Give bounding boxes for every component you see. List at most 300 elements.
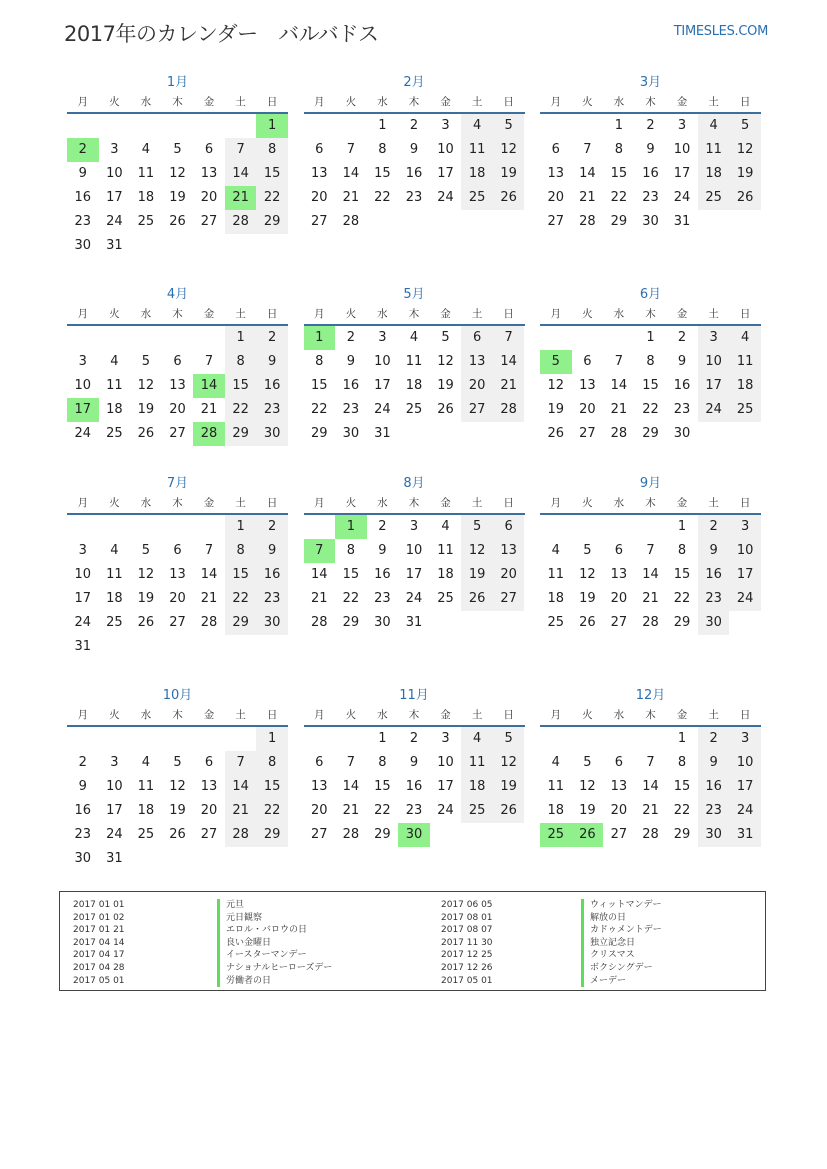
day-cell: 7 — [204, 543, 214, 558]
empty-cell — [99, 515, 131, 539]
day-cell: 25 — [461, 799, 493, 823]
day-cell: 11 — [729, 350, 761, 374]
day-cell: 14 — [200, 567, 218, 582]
day-cell: 28 — [193, 422, 225, 446]
day-cell: 9 — [409, 142, 419, 157]
weekday-label: 金 — [203, 308, 215, 320]
day-cell: 4 — [729, 326, 761, 350]
weekday-header — [304, 493, 525, 515]
day-cell: 27 — [200, 214, 218, 229]
weekday-label: 金 — [203, 709, 215, 721]
day-cell: 5 — [141, 543, 151, 558]
empty-cell — [572, 727, 604, 751]
weekday-label: 月 — [550, 709, 562, 721]
empty-cell — [130, 847, 162, 871]
holiday-date: 2017 11 30 — [441, 937, 493, 948]
day-cell: 17 — [437, 779, 454, 794]
holiday-date: 2017 12 25 — [441, 950, 493, 961]
day-cell: 14 — [311, 567, 328, 582]
holiday-date: 2017 04 14 — [73, 937, 125, 948]
month-block — [304, 475, 525, 659]
day-cell: 25 — [106, 615, 123, 630]
empty-cell — [398, 422, 430, 446]
day-cell: 25 — [405, 402, 423, 417]
day-cell: 25 — [547, 615, 565, 630]
weekday-label: 木 — [408, 497, 420, 509]
day-cell: 1 — [614, 118, 624, 133]
week-row — [67, 398, 288, 422]
day-cell: 9 — [409, 755, 419, 770]
empty-cell — [130, 635, 162, 659]
weekday-label: 日 — [266, 709, 278, 721]
day-cell: 6 — [461, 326, 493, 350]
weekday-label: 金 — [676, 308, 688, 320]
day-cell: 19 — [547, 402, 565, 417]
day-cell: 16 — [342, 378, 360, 393]
day-cell: 20 — [610, 591, 628, 606]
day-cell: 1 — [677, 731, 687, 746]
week-row — [67, 727, 288, 751]
week-row — [540, 350, 761, 374]
day-cell: 7 — [204, 354, 214, 369]
empty-cell — [193, 234, 225, 258]
holiday-date: 2017 05 01 — [73, 975, 125, 986]
weekday-label: 月 — [77, 308, 89, 320]
empty-cell — [461, 422, 493, 446]
empty-cell — [225, 847, 257, 871]
day-cell: 16 — [642, 166, 659, 181]
day-cell: 10 — [729, 539, 761, 563]
empty-cell — [67, 114, 99, 138]
day-cell: 5 — [173, 755, 182, 770]
day-cell: 28 — [642, 827, 659, 842]
day-cell: 29 — [374, 827, 391, 842]
day-cell: 25 — [137, 827, 155, 842]
empty-cell — [304, 114, 336, 138]
month-block — [304, 74, 525, 258]
weekday-label: 土 — [708, 709, 719, 721]
weekday-label: 水 — [377, 308, 388, 320]
month-name: 10月 — [162, 688, 193, 703]
week-row — [304, 326, 525, 350]
month-block — [67, 74, 288, 258]
day-cell: 9 — [256, 350, 288, 374]
day-cell: 31 — [673, 214, 691, 229]
day-cell: 19 — [169, 190, 186, 205]
empty-cell — [130, 326, 162, 350]
day-cell: 3 — [698, 326, 730, 350]
day-cell: 22 — [256, 799, 288, 823]
week-row — [540, 374, 761, 398]
week-row — [304, 398, 525, 422]
day-cell: 18 — [729, 374, 761, 398]
day-cell: 3 — [409, 519, 419, 534]
weekday-label: 月 — [550, 96, 562, 108]
day-cell: 19 — [493, 162, 525, 186]
day-cell: 24 — [437, 803, 454, 818]
holiday-name: イースターマンデー — [217, 949, 332, 962]
holiday-date: 2017 01 21 — [73, 925, 125, 936]
month-name: 5月 — [403, 287, 425, 302]
week-row — [304, 162, 525, 186]
weekday-label: 木 — [645, 308, 656, 320]
day-cell: 19 — [437, 378, 454, 393]
day-cell: 12 — [547, 378, 565, 393]
day-cell: 17 — [106, 190, 123, 205]
day-cell: 14 — [579, 166, 596, 181]
weekday-label: 金 — [676, 96, 688, 108]
day-cell: 4 — [698, 114, 730, 138]
empty-cell — [130, 727, 162, 751]
day-cell: 24 — [729, 799, 761, 823]
day-cell: 5 — [540, 350, 572, 374]
day-cell: 11 — [137, 166, 155, 181]
empty-cell — [130, 234, 162, 258]
week-row — [67, 234, 288, 258]
day-cell: 22 — [225, 398, 257, 422]
day-cell: 22 — [225, 587, 257, 611]
weekday-label: 月 — [550, 308, 562, 320]
holiday-name: 元日観察 — [217, 912, 332, 925]
empty-cell — [193, 727, 225, 751]
weekday-label: 金 — [440, 308, 451, 320]
month-name: 8月 — [403, 476, 425, 491]
day-cell: 15 — [673, 779, 691, 794]
week-row — [304, 138, 525, 162]
day-cell: 11 — [698, 138, 730, 162]
empty-cell — [193, 847, 225, 871]
month-name: 6月 — [639, 287, 662, 302]
day-cell: 16 — [405, 779, 423, 794]
day-cell: 12 — [729, 138, 761, 162]
day-cell: 6 — [173, 543, 182, 558]
day-cell: 6 — [173, 354, 182, 369]
weekday-label: 土 — [235, 497, 246, 509]
day-cell: 7 — [304, 539, 336, 563]
day-cell: 10 — [374, 354, 391, 369]
weekday-label: 金 — [440, 96, 451, 108]
day-cell: 17 — [729, 563, 761, 587]
empty-cell — [635, 727, 667, 751]
week-row — [67, 326, 288, 350]
week-row — [67, 635, 288, 659]
day-cell: 9 — [646, 142, 655, 157]
week-row — [304, 539, 525, 563]
day-cell: 2 — [698, 515, 730, 539]
week-row — [540, 210, 761, 234]
day-cell: 29 — [342, 615, 360, 630]
day-cell: 8 — [256, 751, 288, 775]
empty-cell — [162, 635, 194, 659]
day-cell: 13 — [169, 378, 186, 393]
day-cell: 12 — [169, 166, 186, 181]
day-cell: 15 — [225, 563, 257, 587]
day-cell: 5 — [583, 755, 592, 770]
holiday-legend — [59, 891, 766, 991]
day-cell: 5 — [441, 330, 450, 345]
weekday-label: 水 — [140, 308, 152, 320]
empty-cell — [729, 210, 761, 234]
day-cell: 2 — [698, 727, 730, 751]
holiday-name: ナショナルヒーローズデー — [217, 962, 332, 975]
week-row — [540, 611, 761, 635]
empty-cell — [225, 635, 257, 659]
weekday-label: 火 — [109, 308, 120, 320]
empty-cell — [635, 515, 667, 539]
day-cell: 24 — [74, 426, 92, 441]
week-row — [304, 823, 525, 847]
day-cell: 30 — [256, 611, 288, 635]
weekday-label: 金 — [203, 96, 215, 108]
day-cell: 14 — [342, 779, 360, 794]
day-cell: 18 — [698, 162, 730, 186]
day-cell: 15 — [374, 166, 391, 181]
holiday-date: 2017 01 02 — [73, 912, 125, 923]
day-cell: 5 — [493, 114, 525, 138]
day-cell: 30 — [74, 238, 92, 253]
day-cell: 16 — [698, 775, 730, 799]
day-cell: 18 — [461, 775, 493, 799]
empty-cell — [540, 515, 572, 539]
week-row — [540, 799, 761, 823]
empty-cell — [572, 515, 604, 539]
day-cell: 22 — [610, 190, 628, 205]
day-cell: 28 — [311, 615, 328, 630]
day-cell: 28 — [342, 827, 360, 842]
day-cell: 8 — [315, 354, 324, 369]
weekday-label: 木 — [645, 497, 656, 509]
day-cell: 6 — [614, 755, 624, 770]
day-cell: 12 — [437, 354, 454, 369]
day-cell: 1 — [335, 515, 367, 539]
holiday-name: メーデー — [581, 975, 662, 988]
weekday-label: 水 — [377, 96, 388, 108]
day-cell: 22 — [374, 803, 391, 818]
weekday-label: 金 — [440, 709, 451, 721]
week-row — [540, 587, 761, 611]
day-cell: 18 — [137, 190, 155, 205]
day-cell: 15 — [374, 779, 391, 794]
week-row — [304, 186, 525, 210]
empty-cell — [398, 210, 430, 234]
day-cell: 20 — [493, 563, 525, 587]
weekday-header — [304, 705, 525, 727]
weekday-label: 木 — [408, 709, 420, 721]
day-cell: 1 — [304, 326, 336, 350]
day-cell: 30 — [698, 611, 730, 635]
day-cell: 17 — [374, 378, 391, 393]
day-cell: 14 — [493, 350, 525, 374]
weekday-label: 金 — [676, 497, 688, 509]
day-cell: 24 — [437, 190, 454, 205]
day-cell: 30 — [398, 823, 430, 847]
empty-cell — [162, 326, 194, 350]
day-cell: 4 — [441, 519, 450, 534]
week-row — [540, 326, 761, 350]
day-cell: 29 — [642, 426, 659, 441]
weekday-label: 土 — [708, 96, 719, 108]
day-cell: 6 — [583, 354, 592, 369]
empty-cell — [603, 727, 635, 751]
day-cell: 26 — [437, 402, 454, 417]
day-cell: 18 — [547, 803, 565, 818]
day-cell: 30 — [673, 426, 691, 441]
holiday-date: 2017 04 28 — [73, 962, 125, 973]
weekday-label: 土 — [235, 96, 246, 108]
day-cell: 28 — [579, 214, 596, 229]
weekday-header — [540, 92, 761, 114]
day-cell: 20 — [169, 402, 186, 417]
day-cell: 15 — [256, 775, 288, 799]
day-cell: 16 — [698, 563, 730, 587]
legend-right-dates — [441, 899, 493, 987]
day-cell: 27 — [610, 615, 628, 630]
day-cell: 9 — [698, 539, 730, 563]
day-cell: 4 — [461, 114, 493, 138]
day-cell: 24 — [106, 214, 123, 229]
holiday-name: 労働者の日 — [217, 975, 332, 988]
week-row — [304, 422, 525, 446]
empty-cell — [162, 114, 194, 138]
empty-cell — [193, 114, 225, 138]
empty-cell — [603, 515, 635, 539]
empty-cell — [256, 234, 288, 258]
weekday-label: 火 — [345, 709, 357, 721]
weekday-label: 水 — [613, 96, 625, 108]
day-cell: 19 — [493, 775, 525, 799]
weekday-label: 金 — [676, 709, 688, 721]
empty-cell — [572, 114, 604, 138]
day-cell: 23 — [673, 402, 691, 417]
day-cell: 31 — [405, 615, 423, 630]
day-cell: 7 — [583, 142, 592, 157]
day-cell: 29 — [225, 611, 257, 635]
day-cell: 28 — [225, 823, 257, 847]
day-cell: 23 — [374, 591, 391, 606]
weekday-label: 日 — [739, 497, 751, 509]
day-cell: 10 — [106, 166, 123, 181]
day-cell: 24 — [374, 402, 391, 417]
month-row — [67, 687, 761, 871]
weekday-label: 水 — [613, 497, 625, 509]
day-cell: 13 — [610, 567, 628, 582]
week-row — [540, 751, 761, 775]
empty-cell — [256, 847, 288, 871]
month-name: 1月 — [166, 75, 189, 90]
day-cell: 22 — [374, 190, 391, 205]
empty-cell — [335, 114, 367, 138]
day-cell: 29 — [256, 210, 288, 234]
empty-cell — [493, 823, 525, 847]
day-cell: 7 — [646, 543, 655, 558]
weekday-label: 日 — [739, 96, 751, 108]
day-cell: 6 — [315, 755, 324, 770]
weekday-label: 火 — [582, 709, 593, 721]
week-row — [67, 114, 288, 138]
day-cell: 28 — [493, 398, 525, 422]
day-cell: 23 — [74, 214, 92, 229]
day-cell: 1 — [677, 519, 687, 534]
week-row — [304, 727, 525, 751]
holiday-date: 2017 12 26 — [441, 962, 493, 973]
day-cell: 7 — [225, 138, 257, 162]
day-cell: 21 — [200, 591, 218, 606]
day-cell: 25 — [461, 186, 493, 210]
holiday-name: 元旦 — [217, 899, 332, 912]
day-cell: 26 — [572, 823, 604, 847]
day-cell: 16 — [374, 567, 391, 582]
week-row — [67, 799, 288, 823]
empty-cell — [540, 326, 572, 350]
day-cell: 28 — [225, 210, 257, 234]
day-cell: 1 — [378, 118, 387, 133]
day-cell: 14 — [193, 374, 225, 398]
day-cell: 7 — [346, 142, 355, 157]
day-cell: 8 — [677, 755, 687, 770]
empty-cell — [99, 635, 131, 659]
day-cell: 15 — [342, 567, 360, 582]
day-cell: 20 — [311, 803, 328, 818]
day-cell: 27 — [610, 827, 628, 842]
weekday-label: 木 — [645, 96, 656, 108]
brand-link[interactable]: TIMESLES.COM — [673, 24, 768, 39]
week-row — [67, 847, 288, 871]
legend-right-names — [581, 899, 662, 987]
week-row — [304, 374, 525, 398]
empty-cell — [335, 727, 367, 751]
empty-cell — [461, 611, 493, 635]
day-cell: 17 — [673, 166, 691, 181]
day-cell: 15 — [642, 378, 659, 393]
day-cell: 19 — [137, 591, 155, 606]
day-cell: 21 — [342, 803, 360, 818]
day-cell: 27 — [311, 214, 328, 229]
day-cell: 27 — [493, 587, 525, 611]
day-cell: 18 — [106, 402, 123, 417]
day-cell: 31 — [106, 238, 123, 253]
holiday-name: 良い金曜日 — [217, 937, 332, 950]
holiday-name: 独立記念日 — [581, 937, 662, 950]
day-cell: 18 — [547, 591, 565, 606]
empty-cell — [540, 114, 572, 138]
month-block — [540, 286, 761, 446]
weekday-label: 木 — [645, 709, 656, 721]
empty-cell — [193, 515, 225, 539]
day-cell: 8 — [646, 354, 655, 369]
day-cell: 3 — [78, 543, 87, 558]
day-cell: 20 — [579, 402, 596, 417]
day-cell: 13 — [579, 378, 596, 393]
day-cell: 22 — [342, 591, 360, 606]
day-cell: 24 — [405, 591, 423, 606]
week-row — [540, 775, 761, 799]
week-row — [67, 186, 288, 210]
holiday-name: クリスマス — [581, 949, 662, 962]
day-cell: 1 — [256, 727, 288, 751]
weekday-label: 土 — [471, 497, 483, 509]
day-cell: 24 — [698, 398, 730, 422]
day-cell: 27 — [579, 426, 596, 441]
month-block — [67, 687, 288, 871]
day-cell: 2 — [78, 755, 87, 770]
day-cell: 2 — [256, 515, 288, 539]
day-cell: 21 — [225, 799, 257, 823]
week-row — [304, 799, 525, 823]
day-cell: 21 — [342, 190, 360, 205]
weekday-label: 月 — [314, 709, 325, 721]
weekday-label: 木 — [172, 709, 183, 721]
week-row — [304, 611, 525, 635]
